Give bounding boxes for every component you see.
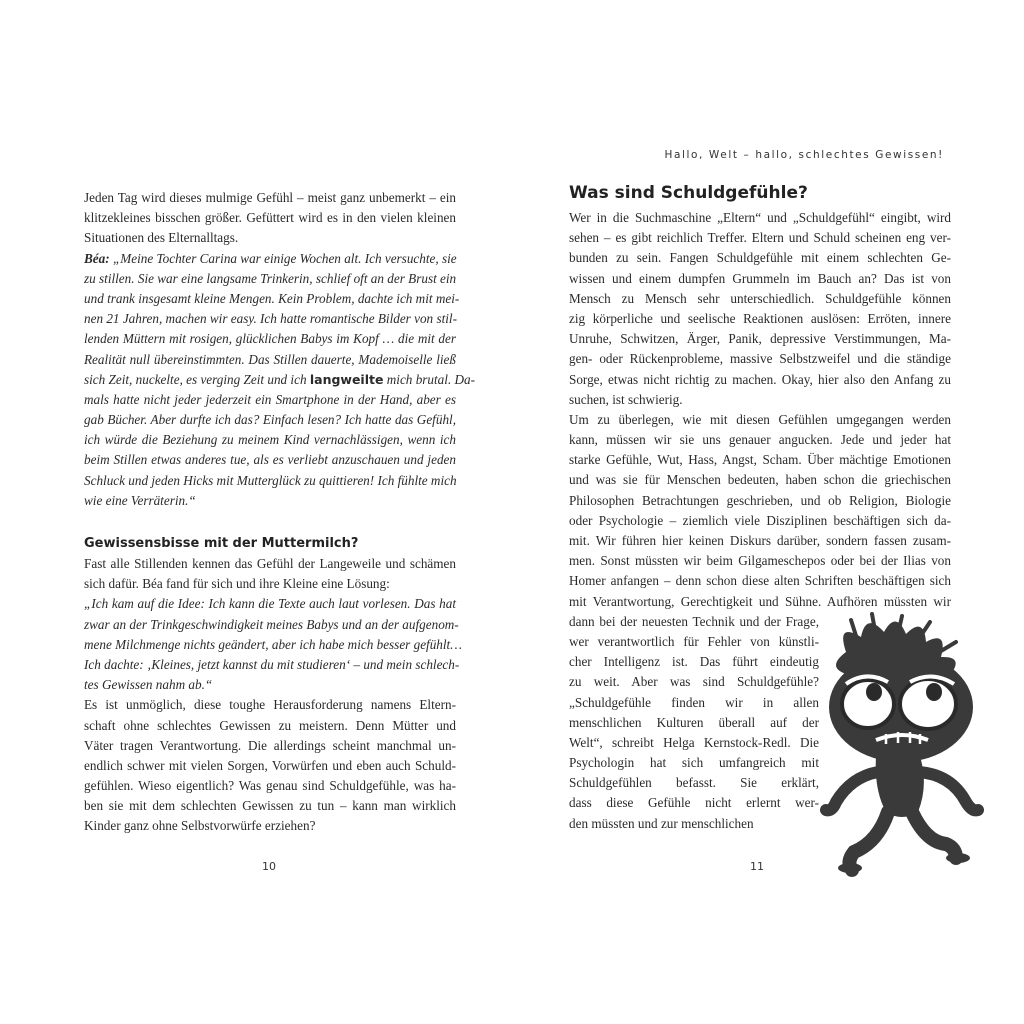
text-line: schaft ohne schlechtes Gewissen zu meistern. Denn Mütter und [84, 717, 456, 733]
page-number: 11 [750, 860, 764, 873]
text-line: klitzekleines bisschen größer. Gefüttert wird es in den vielen kleinen [84, 210, 456, 226]
spacer [84, 511, 456, 531]
quote-line: beim Stillen etwas anderes tue, als es verliebt anzuschauen und jeden [84, 452, 456, 468]
text-line: wissen und einem dumpfen Grummeln im Bauch an? Das ist von [569, 270, 951, 286]
text-line: menschlichen Kulturen überall auf der [569, 714, 819, 730]
text-line: Philosophen Betrachtungen geschrieben, und ob Religion, Biologie [569, 492, 951, 508]
text-line: endlich schwer mit vielen Sorgen, Vorwürfen und eben auch Schuld- [84, 757, 456, 773]
text-line: zig körperliche und seelische Reaktionen auslösen: Erröten, innere [569, 310, 951, 326]
quote-line: zu stillen. Sie war eine langsame Trinkerin, schlief oft an der Brust ein [84, 270, 457, 286]
text-line: ben sie mit dem schlechten Gewissen zu tun – kann man wirklich [84, 798, 456, 814]
text-line: wer verantwortlich für Fehler von künstli- [569, 633, 819, 649]
text-line: men. Sonst müssten wir beim Gilgameschepos oder bei der Ilias von [569, 553, 951, 569]
text-line: Kinder ganz ohne Selbstvorwürfe erziehen? [84, 818, 316, 834]
text-line: gefühlen. Wieso eigentlich? Was genau sind Schuldgefühle, was ha- [84, 778, 456, 794]
text-line: Um zu überlegen, wie mit diesen Gefühlen umgegangen werden [569, 411, 951, 427]
quote-line: Realität null übereinstimmten. Das Stillen dauerte, Mademoiselle ließ [84, 351, 456, 367]
quote-text: sich Zeit, nuckelte, es verging Zeit und ich [84, 371, 310, 387]
text-line: Jeden Tag wird dieses mulmige Gefühl – meist ganz unbemerkt – ein [84, 190, 456, 205]
running-head: Hallo, Welt – hallo, schlechtes Gewissen! [664, 149, 944, 161]
quote-line: tes Gewissen nahm ab.“ [84, 677, 213, 693]
quote-line: ich würde die Beziehung zu meinem Kind vernachlässigen, wenn ich [84, 432, 456, 448]
quote-line: und trank insgesamt kleine Mengen. Kein Problem, dachte ich mit mei- [84, 290, 460, 306]
text-line: und was sie für Menschen bedeuten, haben schon die griechischen [569, 472, 951, 488]
text-line: kann, müssen wir sie uns genauer angucken. Jede und jeder hat [569, 432, 951, 448]
quote-line [84, 249, 456, 269]
text-line: oder Psychologie – ziemlich viele Disziplinen beschäftigen sich da- [569, 512, 951, 528]
text-line: sich dafür. Béa fand für sich und ihre Kleine eine Lösung: [84, 576, 390, 592]
text-line: Väter tragen Verantwortung. Die allerdings scheint manchmal un- [84, 737, 456, 753]
text-line: Homer anfangen – denn schon diese alten Schriften beschäftigen sich [569, 573, 951, 589]
quote-line [84, 370, 476, 390]
section-heading: Was sind Schuldgefühle? [569, 183, 808, 203]
quote-line: lenden Müttern mit rosigen, glücklichen Babys im Kopf … die mit der [84, 331, 456, 347]
text-line: cher Intelligenz ist. Das führt eindeutig [569, 654, 819, 670]
text-line: Mensch zu Mensch sehr unterschiedlich. Schuldgefühle können [569, 290, 951, 306]
text-line: Unruhe, Schwitzen, Ärger, Panik, depressive Verstimmungen, Ma- [569, 331, 951, 347]
text-line: sehen – es gibt reichlich Treffer. Eltern und Schuld scheinen eng ver- [569, 230, 951, 246]
quote-line: „Ich kam auf die Idee: Ich kann die Texte auch laut vorlesen. Das hat [84, 596, 456, 612]
quote-line: Schluck und jeden Hicks mit Mutterglück zu quittieren! Ich fühlte mich [84, 472, 457, 488]
text-line: Welt“, schreibt Helga Kernstock-Redl. Die [569, 734, 819, 750]
subheading: Gewissensbisse mit der Muttermilch? [84, 536, 359, 551]
text-line: mit. Wir führen hier keinen Diskurs darüber, sondern fassen zusam- [569, 533, 951, 548]
text-line: mit Verantwortung, Gerechtigkeit und Sühne. Aufhören müssten wir [569, 593, 951, 609]
emphasis-word: langweilte [309, 371, 384, 387]
text-line: Fast alle Stillenden kennen das Gefühl der Langeweile und schämen [84, 556, 456, 571]
text-line: dann bei der neuesten Technik und der Frage, [569, 613, 819, 629]
text-line: dass diese Gefühle nicht erlernt wer- [569, 795, 819, 811]
quote-line: mene Milchmenge nichts geändert, aber ich habe mich besser gefühlt… [84, 636, 462, 652]
text-line: Wer in die Suchmaschine „Eltern“ und „Schuldgefühl“ eingibt, wird [569, 210, 951, 225]
quote-text: mich brutal. Da- [383, 371, 476, 387]
quote-line: gab Bücher. Aber durfte ich das? Einfach lesen? Ich hatte das Gefühl, [84, 412, 456, 428]
text-line: Es ist unmöglich, diese toughe Herausforderung namens Eltern- [84, 697, 456, 713]
quote-line: zwar an der Trinkgeschwindigkeit meines Babys und an der aufgenom- [84, 616, 459, 632]
text-line: Psychologin hat sich umfangreich mit [569, 755, 819, 771]
worried-creature-illustration [806, 612, 981, 874]
text-line: starke Gefühle, Wut, Hass, Angst, Scham. Über mächtige Emotionen [569, 452, 951, 468]
text-line: zu weit. Aber was sind Schuldgefühle? [569, 674, 819, 690]
quote-speaker: Béa: [84, 250, 110, 266]
page-number: 10 [262, 860, 276, 873]
quote-line: Ich dachte: ‚Kleines, jetzt kannst du mit studieren‘ – und mein schlech- [84, 656, 460, 672]
text-line: Sorge, etwas nicht richtig zu machen. Okay, hier also den Anfang zu [569, 371, 951, 387]
text-line: Schuldgefühlen befasst. Sie erklärt, [569, 775, 819, 791]
quote-line: nen 21 Jahren, machen wir easy. Ich hatte romantische Bilder von stil- [84, 311, 457, 327]
text-line: bunden zu sein. Fangen Schuldgefühle mit einem schlechten Ge- [569, 250, 951, 266]
text-line: den müssten und zur menschlichen [569, 815, 754, 831]
quote-line: mals hatte nicht jeder jederzeit ein Smartphone in der Hand, aber es [84, 391, 456, 407]
text-line: Situationen des Elternalltags. [84, 230, 239, 246]
text-line: suchen, ist schwierig. [569, 391, 683, 407]
left-body-text [84, 188, 476, 837]
quote-line: wie eine Verräterin.“ [84, 492, 196, 508]
text-line: „Schuldgefühle finden wir in allen [569, 694, 819, 710]
right-page [512, 0, 1024, 1024]
text-line: gen- oder Rückenprobleme, massive Selbstzweifel und die ständige [569, 351, 951, 367]
quote-text: „Meine Tochter Carina war einige Wochen alt. Ich versuchte, sie [112, 250, 457, 266]
